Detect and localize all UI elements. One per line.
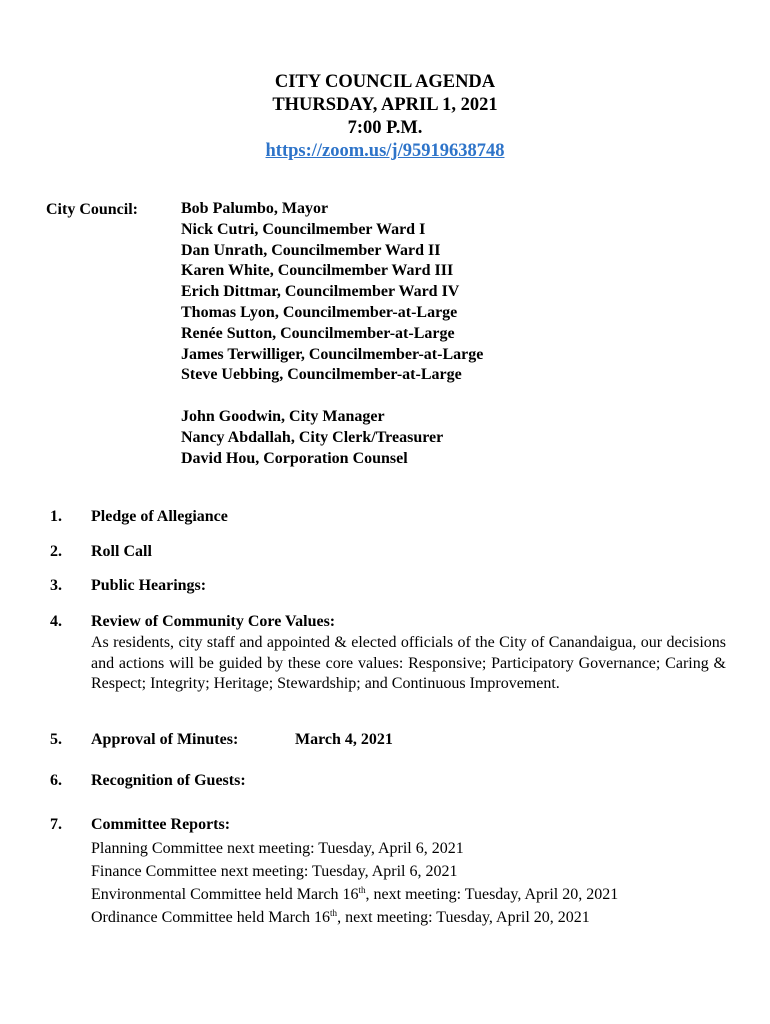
finance-committee-report: Finance Committee next meeting: Tuesday, April 6, 2021 — [91, 863, 458, 880]
council-member: Karen White, Councilmember Ward III — [181, 262, 454, 280]
council-members-list — [181, 199, 483, 386]
core-values-text: As residents, city staff and appointed & elected officials of the City of Canandaigua, our decisions and actions will be guided by these core values: Responsive; Participatory Governance; Caring & Respect; Integrity; Heritage; Stewardship; and Continuous Improvement. — [91, 633, 726, 693]
committee-reports-list — [91, 837, 618, 929]
staff-member: Nancy Abdallah, City Clerk/Treasurer — [181, 428, 444, 446]
item-title: Public Hearings: — [91, 577, 207, 594]
item-title: Roll Call — [91, 543, 152, 560]
city-staff-list — [181, 407, 443, 469]
item-title: Committee Reports: — [91, 816, 231, 833]
item-number: 2. — [50, 543, 62, 560]
item-title: Approval of Minutes: — [91, 731, 239, 748]
council-member: Nick Cutri, Councilmember Ward I — [181, 220, 426, 238]
staff-member: David Hou, Corporation Counsel — [181, 449, 408, 467]
item-number: 6. — [50, 772, 62, 789]
council-member: Thomas Lyon, Councilmember-at-Large — [181, 303, 458, 321]
planning-committee-report: Planning Committee next meeting: Tuesday, April 6, 2021 — [91, 840, 464, 857]
council-member: James Terwilliger, Councilmember-at-Large — [181, 345, 484, 363]
item-number: 3. — [50, 577, 62, 594]
item-number: 5. — [50, 731, 62, 748]
item-number: 1. — [50, 508, 62, 525]
staff-member: John Goodwin, City Manager — [181, 408, 385, 425]
ordinance-committee-report: Ordinance Committee held March 16th, next meeting: Tuesday, April 20, 2021 — [91, 908, 590, 926]
council-member: Steve Uebbing, Councilmember-at-Large — [181, 366, 462, 384]
meeting-date: THURSDAY, APRIL 1, 2021 — [272, 95, 498, 115]
item-title: Review of Community Core Values: — [91, 613, 336, 630]
council-member: Bob Palumbo, Mayor — [181, 200, 329, 217]
council-member: Erich Dittmar, Councilmember Ward IV — [181, 283, 460, 301]
agenda-title: CITY COUNCIL AGENDA — [274, 72, 496, 92]
meeting-time: 7:00 P.M. — [347, 118, 423, 138]
council-member: Renée Sutton, Councilmember-at-Large — [181, 324, 455, 342]
agenda-header — [0, 71, 770, 163]
item-number: 7. — [50, 816, 62, 833]
item-title: Recognition of Guests: — [91, 772, 246, 789]
council-member: Dan Unrath, Councilmember Ward II — [181, 241, 441, 259]
item-number: 4. — [50, 613, 62, 630]
zoom-link[interactable]: https://zoom.us/j/95919638748 — [265, 141, 505, 161]
environmental-committee-report: Environmental Committee held March 16th, next meeting: Tuesday, April 20, 2021 — [91, 885, 619, 903]
minutes-date: March 4, 2021 — [295, 731, 393, 748]
item-title: Pledge of Allegiance — [91, 508, 228, 525]
city-council-label: City Council: — [46, 201, 138, 218]
